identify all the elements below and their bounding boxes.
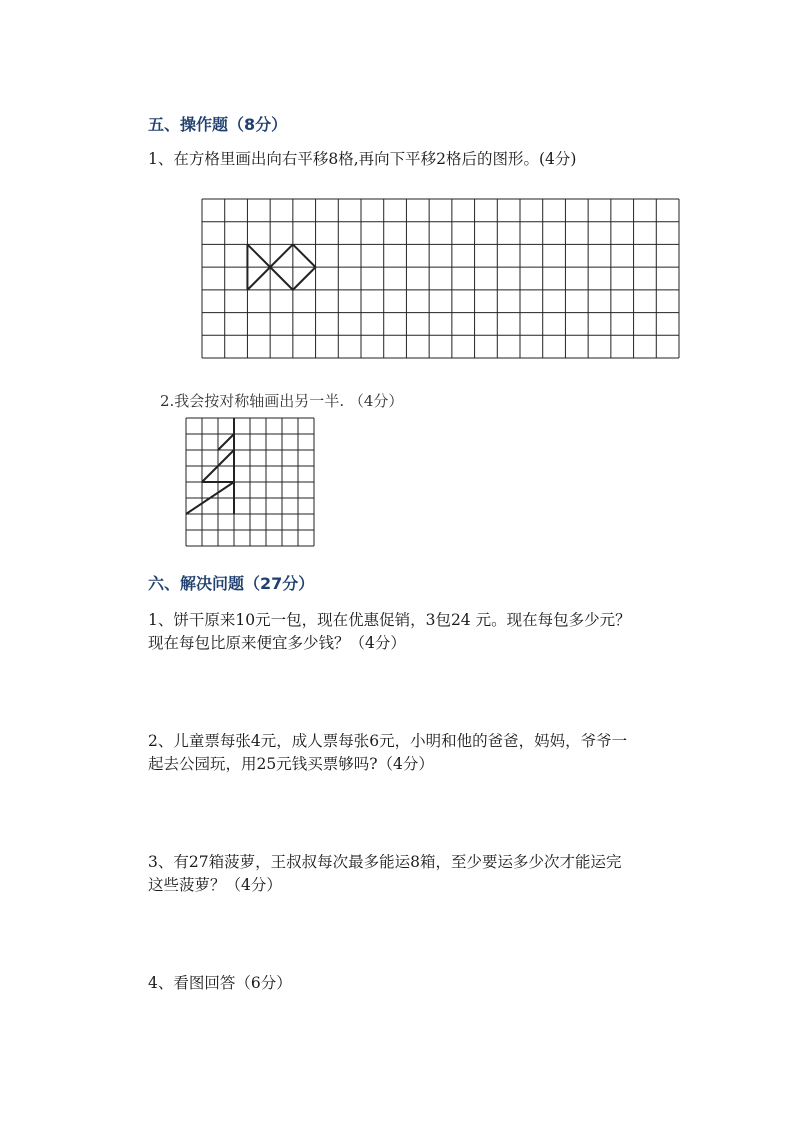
figure-edge <box>293 244 316 267</box>
section-6-title: 六、解决问题（27分） <box>148 574 315 593</box>
translation-grid <box>202 199 679 358</box>
question-5-2: 2.我会按对称轴画出另一半. （4分） <box>160 392 404 410</box>
figure-edge <box>270 267 293 290</box>
question-6-3-line-2: 这些菠萝？（4分） <box>148 876 282 894</box>
figure-edge <box>293 267 316 290</box>
figure-edge <box>270 244 293 267</box>
figure-edge <box>247 244 270 267</box>
question-6-3-line-1: 3、有27箱菠萝，王叔叔每次最多能运8箱，至少要运多少次才能运完 <box>148 853 622 871</box>
question-6-1-line-2: 现在每包比原来便宜多少钱？（4分） <box>148 634 406 652</box>
question-6-4: 4、看图回答（6分） <box>148 974 292 992</box>
section-5-title: 五、操作题（8分） <box>148 115 288 134</box>
question-6-1-line-1: 1、饼干原来10元一包，现在优惠促销，3包24 元。现在每包多少元？ <box>148 611 631 629</box>
question-6-2-line-1: 2、儿童票每张4元，成人票每张6元，小明和他的爸爸，妈妈，爷爷一 <box>148 732 628 750</box>
symmetry-grid <box>186 418 314 546</box>
half-figure-edge <box>218 434 234 450</box>
question-6-2-line-2: 起去公园玩，用25元钱买票够吗?（4分） <box>148 755 434 773</box>
figure-edge <box>247 267 270 290</box>
question-5-1: 1、在方格里画出向右平移8格,再向下平移2格后的图形。(4分) <box>148 150 577 168</box>
